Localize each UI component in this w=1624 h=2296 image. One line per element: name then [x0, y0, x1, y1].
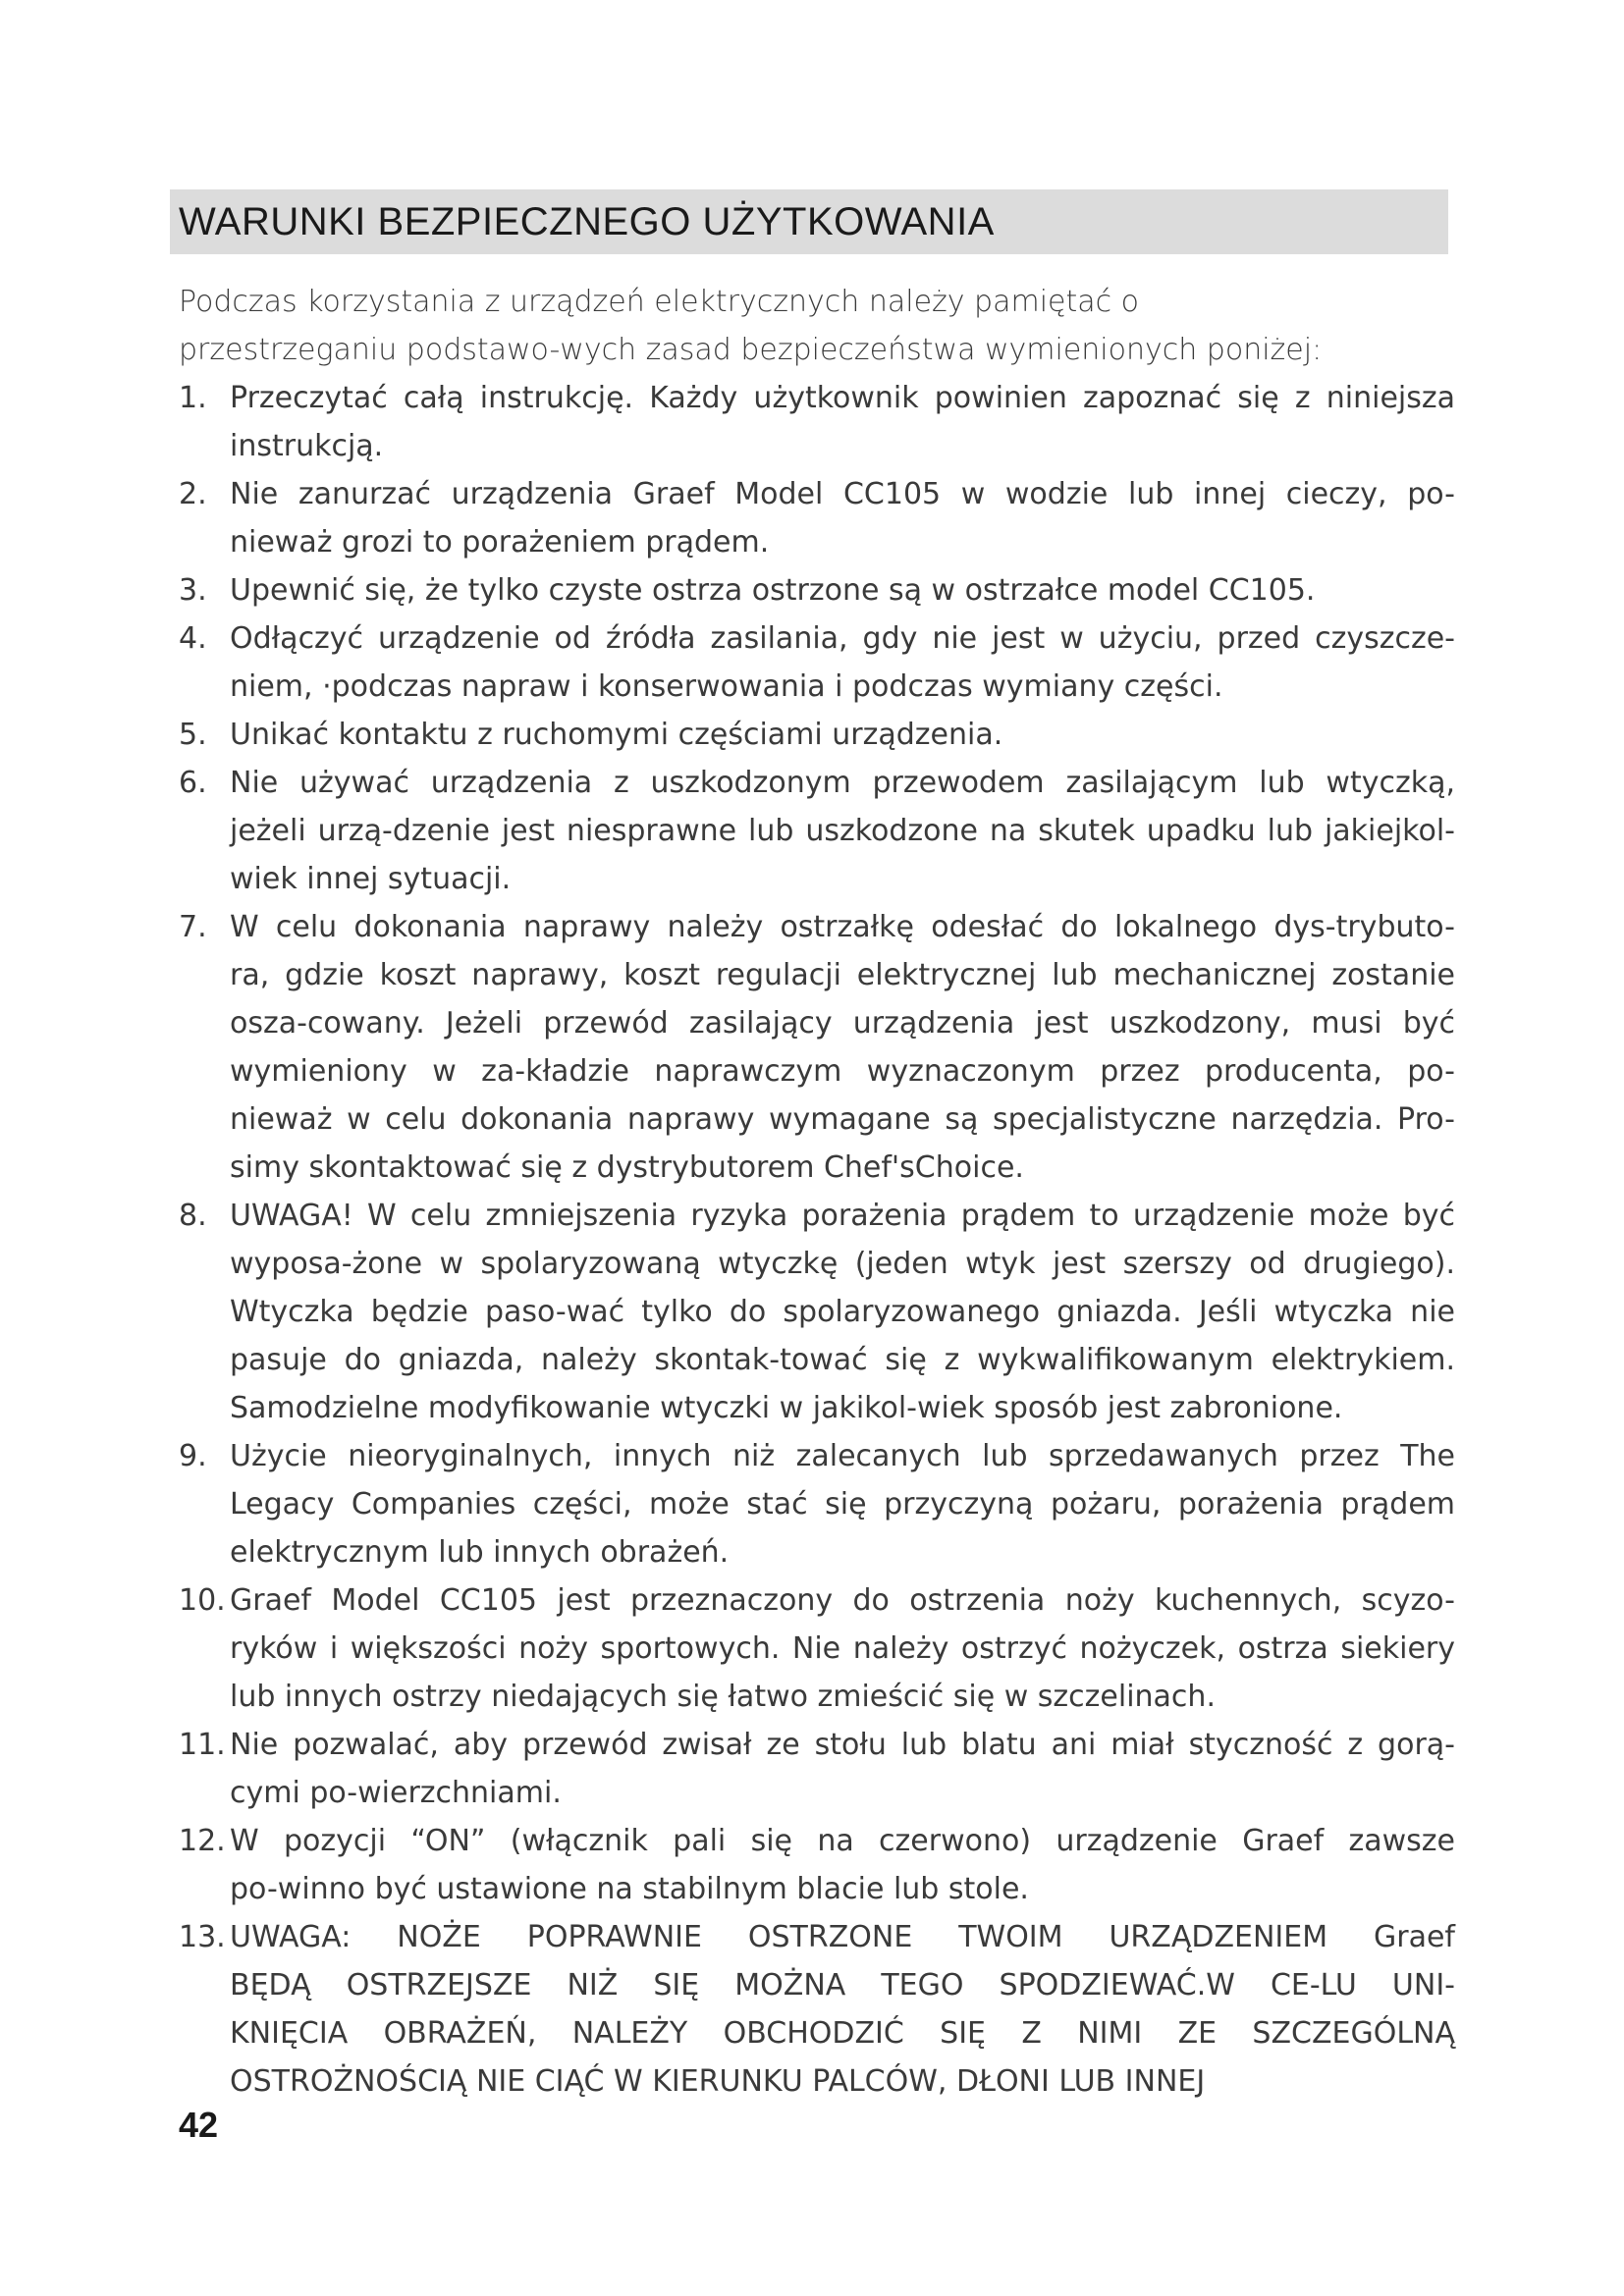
rule-number: 1.: [179, 381, 207, 415]
rule-text-line: Użycie nieoryginalnych, innych niż zalecanych lub sprzedawanych przez The: [230, 1439, 1455, 1473]
safety-rule-item: [179, 1576, 1455, 1721]
rule-number: 7.: [179, 910, 207, 944]
rule-text-line: jeżeli urzą-dzenie jest niesprawne lub uszkodzone na skutek upadku lub jakiejkol-: [230, 814, 1455, 848]
safety-rule-item: [179, 1913, 1455, 2106]
rule-text-line: Unikać kontaktu z ruchomymi częściami urządzenia.: [230, 718, 1003, 752]
rule-text-line: wiek innej sytuacji.: [230, 862, 512, 896]
rule-text-line: elektrycznym lub innych obrażeń.: [230, 1535, 730, 1570]
rule-text-line: nieważ w celu dokonania naprawy wymagane są specjalistyczne narzędzia. Pro-: [230, 1102, 1455, 1137]
rule-text-line: cymi po-wierzchniami.: [230, 1776, 562, 1810]
safety-rule-item: [179, 1192, 1455, 1432]
intro-line: przestrzeganiu podstawo-wych zasad bezpieczeństwa wymienionych poniżej:: [179, 333, 1323, 367]
safety-rules-list: [179, 374, 1455, 2106]
rule-text-line: Samodzielne modyfikowanie wtyczki w jakikol-wiek sposób jest zabronione.: [230, 1391, 1343, 1425]
rule-text-line: lub innych ostrzy niedających się łatwo zmieścić się w szczelinach.: [230, 1680, 1216, 1714]
rule-text-line: Przeczytać całą instrukcję. Każdy użytkownik powinien zapoznać się z niniejsza: [230, 381, 1455, 415]
rule-text-line: UWAGA! W celu zmniejszenia ryzyka porażenia prądem to urządzenie może być: [230, 1199, 1455, 1233]
safety-rule-item: [179, 566, 1455, 614]
rule-text-line: wymieniony w za-kładzie naprawczym wyznaczonym przez producenta, po-: [230, 1054, 1455, 1089]
rule-number: 5.: [179, 718, 207, 752]
rule-text-line: ra, gdzie koszt naprawy, koszt regulacji elektrycznej lub mechanicznej zostanie: [230, 958, 1455, 992]
rule-number: 4.: [179, 621, 207, 656]
page-content: [179, 278, 1455, 2106]
rule-text-line: Graef Model CC105 jest przeznaczony do ostrzenia noży kuchennych, scyzo-: [230, 1583, 1455, 1618]
safety-rule-item: [179, 1817, 1455, 1913]
rule-number: 12.: [179, 1824, 226, 1858]
rule-number: 9.: [179, 1439, 207, 1473]
safety-rule-item: [179, 903, 1455, 1192]
safety-rule-item: [179, 614, 1455, 711]
rule-text-line: OSTROŻNOŚCIĄ NIE CIĄĆ W KIERUNKU PALCÓW, DŁONI LUB INNEJ: [230, 2064, 1206, 2099]
rule-text-line: osza-cowany. Jeżeli przewód zasilający urządzenia jest uszkodzony, musi być: [230, 1006, 1455, 1041]
rule-number: 3.: [179, 573, 207, 608]
rule-text-line: ryków i większości noży sportowych. Nie należy ostrzyć nożyczek, ostrza siekiery: [230, 1631, 1455, 1666]
safety-rule-item: [179, 759, 1455, 903]
rule-text-line: BĘDĄ OSTRZEJSZE NIŻ SIĘ MOŻNA TEGO SPODZIEWAĆ.W CE-LU UNI-: [230, 1968, 1455, 2002]
rule-text-line: simy skontaktować się z dystrybutorem Chef'sChoice.: [230, 1150, 1024, 1185]
rule-text-line: Nie pozwalać, aby przewód zwisał ze stołu lub blatu ani miał styczność z gorą-: [230, 1728, 1455, 1762]
rule-number: 6.: [179, 766, 207, 800]
rule-text-line: instrukcją.: [230, 429, 384, 463]
page-number: 42: [179, 2105, 219, 2145]
rule-text-line: nieważ grozi to porażeniem prądem.: [230, 525, 770, 560]
rule-text-line: Wtyczka będzie paso-wać tylko do spolaryzowanego gniazda. Jeśli wtyczka nie: [230, 1295, 1455, 1329]
rule-number: 13.: [179, 1920, 226, 1954]
rule-text-line: UWAGA: NOŻE POPRAWNIE OSTRZONE TWOIM URZĄDZENIEM Graef: [230, 1920, 1455, 1954]
intro-line: Podczas korzystania z urządzeń elektrycznych należy pamiętać o: [179, 285, 1140, 319]
rule-text-line: pasuje do gniazda, należy skontak-tować się z wykwalifikowanym elektrykiem.: [230, 1343, 1455, 1377]
section-heading: WARUNKI BEZPIECZNEGO UŻYTKOWANIA: [179, 200, 995, 243]
rule-text-line: KNIĘCIA OBRAŻEŃ, NALEŻY OBCHODZIĆ SIĘ Z NIMI ZE SZCZEGÓLNĄ: [230, 2016, 1455, 2051]
rule-text-line: W celu dokonania naprawy należy ostrzałkę odesłać do lokalnego dys-trybuto-: [230, 910, 1455, 944]
safety-rule-item: [179, 1721, 1455, 1817]
rule-text-line: Nie używać urządzenia z uszkodzonym przewodem zasilającym lub wtyczką,: [230, 766, 1455, 800]
rule-number: 2.: [179, 477, 207, 511]
rule-text-line: Legacy Companies części, może stać się przyczyną pożaru, porażenia prądem: [230, 1487, 1455, 1522]
rule-text-line: Upewnić się, że tylko czyste ostrza ostrzone są w ostrzałce model CC105.: [230, 573, 1316, 608]
rule-text-line: W pozycji “ON” (włącznik pali się na czerwono) urządzenie Graef zawsze: [230, 1824, 1455, 1858]
safety-rule-item: [179, 374, 1455, 470]
intro-paragraph: [179, 278, 1455, 374]
section-heading-bar: [170, 189, 1448, 254]
safety-rule-item: [179, 711, 1455, 759]
safety-rule-item: [179, 1432, 1455, 1576]
rule-text-line: Odłączyć urządzenie od źródła zasilania, gdy nie jest w użyciu, przed czyszcze-: [230, 621, 1455, 656]
rule-number: 8.: [179, 1199, 207, 1233]
safety-rule-item: [179, 470, 1455, 566]
rule-text-line: wyposa-żone w spolaryzowaną wtyczkę (jeden wtyk jest szerszy od drugiego).: [230, 1247, 1455, 1281]
rule-text-line: po-winno być ustawione na stabilnym blacie lub stole.: [230, 1872, 1029, 1906]
rule-text-line: niem, ·podczas napraw i konserwowania i podczas wymiany części.: [230, 669, 1223, 704]
rule-text-line: Nie zanurzać urządzenia Graef Model CC105 w wodzie lub innej cieczy, po-: [230, 477, 1455, 511]
rule-number: 11.: [179, 1728, 226, 1762]
rule-number: 10.: [179, 1583, 226, 1618]
